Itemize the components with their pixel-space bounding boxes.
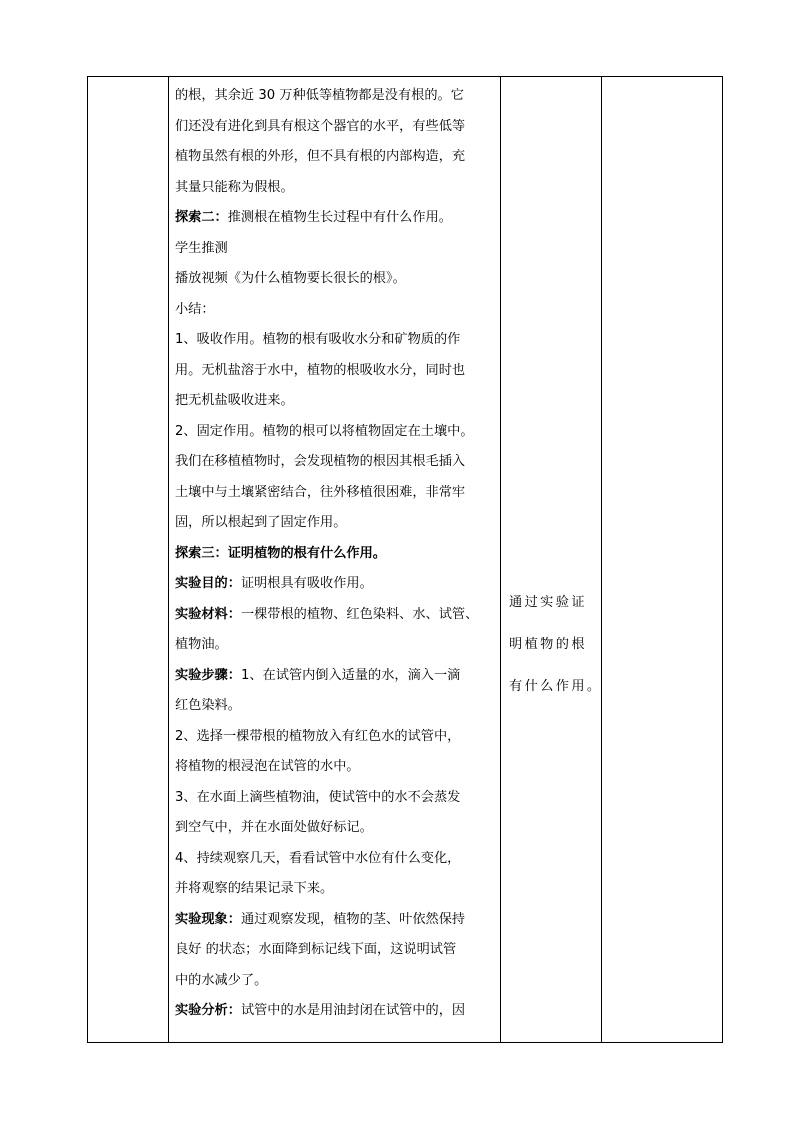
- content-line: [175, 234, 495, 265]
- line-text: 其量只能称为假根。: [175, 179, 294, 195]
- column-empty-right: [602, 77, 723, 1043]
- content-line: [175, 81, 495, 112]
- line-text: 植物油。: [175, 637, 228, 652]
- lesson-table: [87, 76, 723, 1043]
- line-text: 用。无机盐溶于水中，植物的根吸收水分，同时也: [175, 362, 466, 378]
- column-empty-left: [88, 77, 169, 1043]
- content-line: [175, 935, 495, 966]
- line-text: 推测根在植物生长过程中有什么作用。: [227, 210, 452, 225]
- line-text: 学生推测: [175, 240, 228, 256]
- line-text: 我们在移植植物时，会发现植物的根因其根毛插入: [175, 454, 466, 469]
- content-lines: [175, 81, 495, 1027]
- section-label: 实验目的：: [175, 576, 241, 591]
- design-line: 有什么作用。: [509, 679, 603, 694]
- design-intent-text: [501, 582, 601, 708]
- line-text: 良好 的状态；水面降到标记线下面，这说明试管: [175, 942, 457, 957]
- line-text: 植物虽然有根的外形，但不具有根的内部构造，充: [175, 149, 466, 164]
- content-line: [175, 630, 495, 661]
- section-label: 实验分析：: [175, 1003, 241, 1018]
- line-text: 中的水减少了。: [175, 972, 268, 988]
- content-line: [175, 844, 495, 875]
- line-text: 小结：: [175, 301, 215, 317]
- content-line: [175, 813, 495, 844]
- content-line: [175, 295, 495, 326]
- content-line: [175, 874, 495, 905]
- content-line: [175, 447, 495, 478]
- line-text: 把无机盐吸收进来。: [175, 393, 294, 408]
- content-line: [175, 600, 495, 631]
- content-line: [175, 112, 495, 143]
- content-line: [175, 996, 495, 1027]
- line-text: 并将观察的结果记录下来。: [175, 881, 334, 896]
- content-line: [175, 905, 495, 936]
- table-row: [88, 77, 723, 1043]
- line-text: 固，所以根起到了固定作用。: [175, 515, 347, 530]
- section-label: 实验现象：: [175, 911, 241, 927]
- content-line: [175, 508, 495, 539]
- teaching-content-cell: [169, 77, 501, 1043]
- content-line: [175, 417, 495, 448]
- design-line: 通过实验证: [509, 595, 587, 610]
- line-text: 土壤中与土壤紧密结合，往外移植很困难，非常牢: [175, 484, 466, 500]
- content-line: [175, 722, 495, 753]
- section-label: 探索二：: [175, 210, 228, 225]
- line-text: 通过观察发现，植物的茎、叶依然保持: [240, 911, 466, 927]
- section-label: 探索三：证明植物的根有什么作用。: [175, 545, 386, 561]
- line-text: 到空气中，并在水面处做好标记。: [175, 820, 373, 835]
- line-text: 2、选择一棵带根的植物放入有红色水的试管中，: [175, 728, 461, 744]
- line-text: 1、吸收作用。植物的根有吸收水分和矿物质的作: [175, 332, 461, 347]
- content-line: [175, 386, 495, 417]
- content-line: [175, 173, 495, 204]
- line-text: 们还没有进化到具有根这个器官的水平，有些低等: [175, 118, 466, 134]
- line-text: 试管中的水是用油封闭在试管中的，因: [240, 1003, 466, 1018]
- content-line: [175, 539, 495, 570]
- line-text: 的根，其余近 30 万种低等植物都是没有根的。它: [175, 88, 464, 103]
- section-label: 实验材料：: [175, 606, 241, 622]
- content-line: [175, 203, 495, 234]
- content-line: [175, 691, 495, 722]
- content-line: [175, 478, 495, 509]
- content-line: [175, 783, 495, 814]
- line-text: 3、在水面上滴些植物油，使试管中的水不会蒸发: [175, 789, 461, 805]
- line-text: 一棵带根的植物、红色染料、水、试管、: [240, 606, 479, 622]
- line-text: 播放视频《为什么植物要长很长的根》。: [175, 271, 406, 286]
- line-text: 证明根具有吸收作用。: [240, 576, 373, 591]
- line-text: 红色染料。: [175, 698, 241, 713]
- content-line: [175, 142, 495, 173]
- design-line: 明植物的根: [509, 637, 587, 652]
- line-text: 将植物的根浸泡在试管的水中。: [175, 759, 360, 774]
- content-line: [175, 966, 495, 997]
- content-line: [175, 356, 495, 387]
- line-text: 2、固定作用。植物的根可以将植物固定在土壤中。: [175, 423, 474, 439]
- content-line: [175, 264, 495, 295]
- design-intent-cell: [501, 77, 602, 1043]
- line-text: 1、在试管内倒入适量的水，滴入一滴: [240, 667, 461, 683]
- section-label: 实验步骤：: [175, 667, 241, 683]
- line-text: 4、持续观察几天，看看试管中水位有什么变化，: [175, 850, 461, 866]
- content-line: [175, 569, 495, 600]
- content-line: [175, 661, 495, 692]
- content-line: [175, 752, 495, 783]
- content-line: [175, 325, 495, 356]
